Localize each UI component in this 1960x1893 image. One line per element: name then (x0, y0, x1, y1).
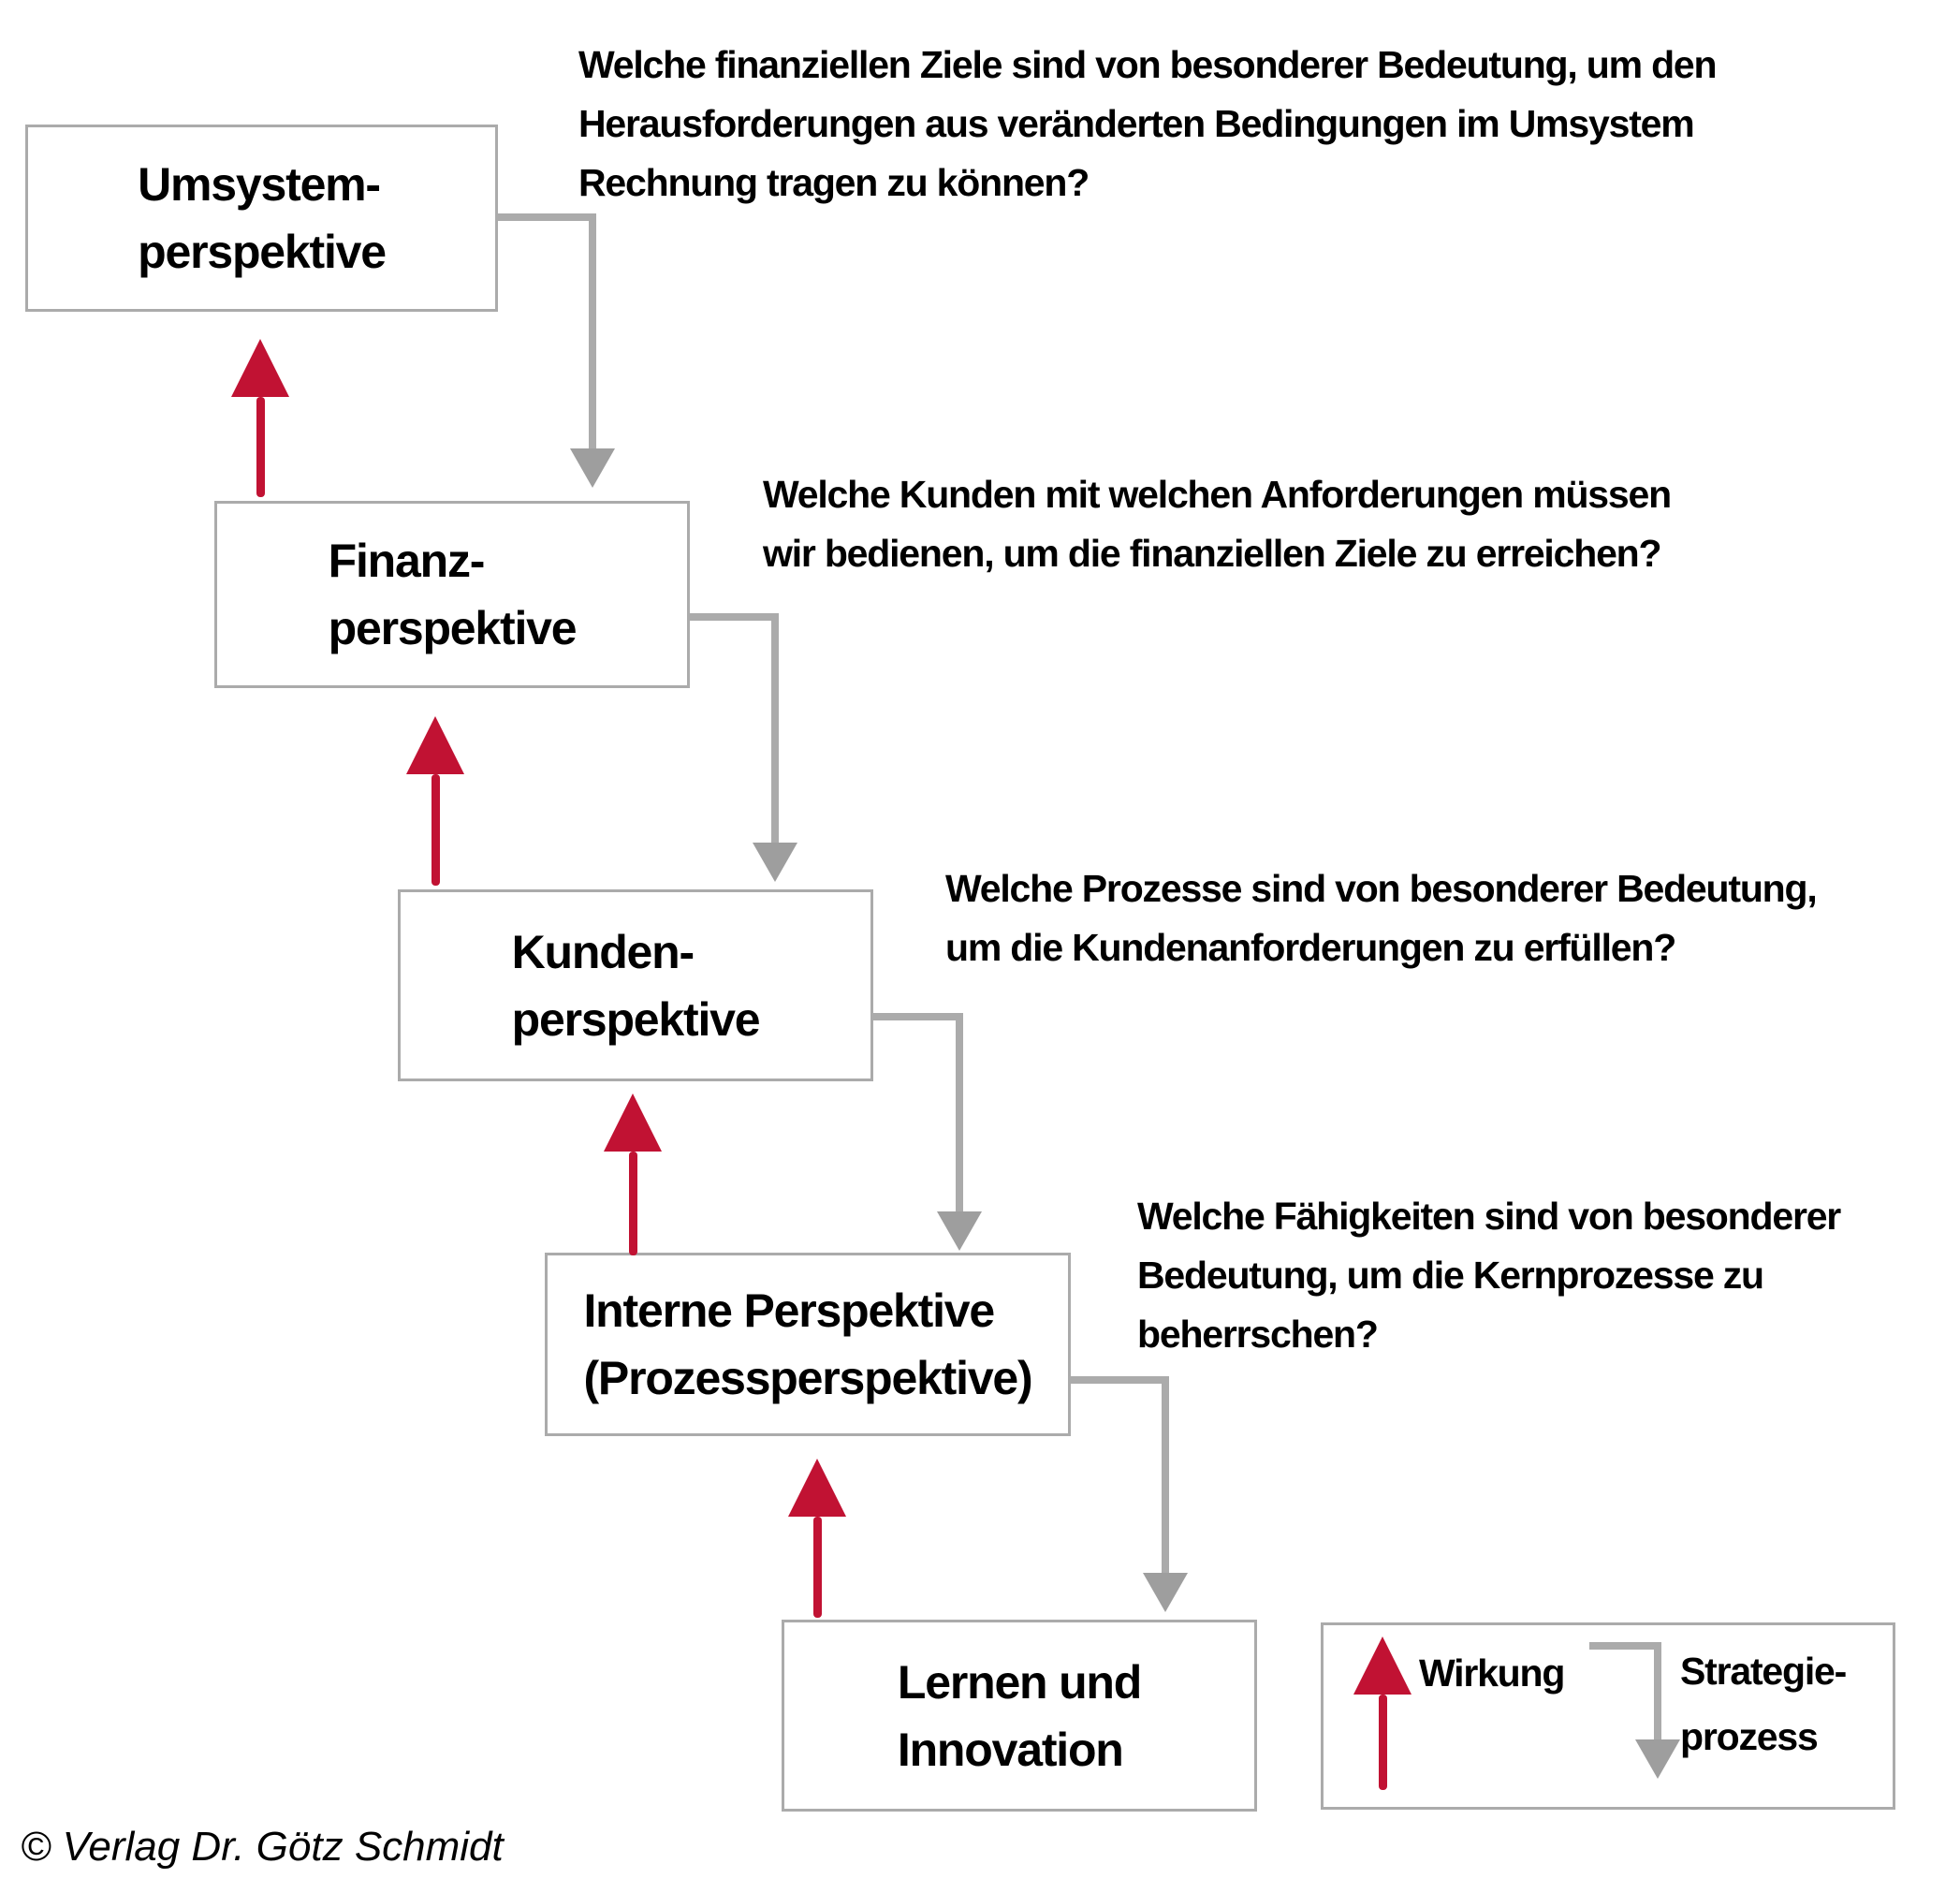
strategieprozess-connector-2-arrowhead-icon (753, 843, 797, 882)
wirkung-arrowtail-3 (629, 1152, 637, 1255)
copyright-notice: © Verlag Dr. Götz Schmidt (21, 1824, 504, 1870)
box-umsystem-label-line1: Umsystem- (138, 158, 380, 211)
question-2-line1: Welche Kunden mit welchen Anforderungen müssen (763, 473, 1671, 516)
wirkung-up-arrow-icon-4 (788, 1459, 846, 1618)
legend-strategieprozess-hline (1589, 1642, 1661, 1650)
wirkung-arrowtail-4 (813, 1517, 822, 1618)
strategieprozess-connector-3-hline (870, 1013, 963, 1020)
strategieprozess-connector-3-vline (956, 1013, 963, 1211)
box-lernen-label-line1: Lernen und (897, 1655, 1142, 1709)
legend-strategieprozess-label (1680, 1638, 1846, 1769)
wirkung-up-arrow-icon-2 (406, 716, 464, 886)
question-4-line3: beherrschen? (1137, 1313, 1378, 1356)
question-finanz-kunden (763, 465, 1671, 583)
question-1-line2: Herausforderungen aus veränderten Bedingungen im Umsystem (578, 102, 1694, 145)
question-4-line2: Bedeutung, um die Kernprozesse zu (1137, 1254, 1763, 1297)
legend-wirkung-arrowtail (1379, 1695, 1387, 1790)
wirkung-up-arrow-icon-3 (604, 1093, 662, 1255)
strategieprozess-connector-1-hline (498, 213, 596, 221)
strategieprozess-connector-4-hline (1069, 1376, 1169, 1384)
wirkung-arrowhead-2 (406, 716, 464, 774)
box-lernen-label (898, 1649, 1141, 1783)
box-interne-label-line1: Interne Perspektive (583, 1284, 995, 1337)
question-prozesse-faehigkeiten (1137, 1187, 1840, 1364)
box-umsystem-perspektive (25, 125, 498, 312)
strategieprozess-connector-1-arrowhead-icon (570, 448, 615, 488)
question-kunden-prozesse (945, 859, 1817, 977)
box-interne-label (583, 1277, 1031, 1412)
legend-strategieprozess-vline (1654, 1642, 1661, 1739)
wirkung-arrowhead-1 (231, 339, 289, 397)
strategieprozess-connector-2-hline (690, 613, 779, 621)
question-2-line2: wir bedienen, um die finanziellen Ziele zu erreichen? (763, 532, 1661, 575)
legend-strategieprozess-arrowhead-icon (1635, 1739, 1680, 1779)
wirkung-arrowhead-3 (604, 1093, 662, 1152)
question-1-line3: Rechnung tragen zu können? (578, 161, 1090, 204)
box-interne-perspektive (545, 1253, 1071, 1436)
box-lernen-label-line2: Innovation (897, 1723, 1123, 1776)
wirkung-arrowtail-2 (431, 774, 440, 886)
box-kunden-perspektive (398, 889, 873, 1081)
wirkung-arrowtail-1 (256, 397, 265, 497)
box-finanz-perspektive (214, 501, 690, 688)
legend-wirkung-arrowhead (1353, 1636, 1411, 1695)
question-umsystem-finanz (578, 36, 1716, 213)
question-1-line1: Welche finanziellen Ziele sind von besonderer Bedeutung, um den (578, 43, 1717, 86)
box-finanz-label-line2: perspektive (328, 602, 577, 654)
box-umsystem-label-line2: perspektive (138, 226, 386, 278)
strategieprozess-connector-4-vline (1162, 1376, 1169, 1573)
box-interne-label-line2: (Prozessperspektive) (583, 1352, 1032, 1404)
legend-strategieprozess-line1: Strategie- (1680, 1650, 1847, 1693)
box-kunden-label-line1: Kunden- (511, 925, 694, 978)
legend-strategieprozess-line2: prozess (1680, 1715, 1818, 1758)
legend-wirkung-label: Wirkung (1419, 1651, 1565, 1695)
question-4-line1: Welche Fähigkeiten sind von besonderer (1137, 1195, 1841, 1238)
box-kunden-label-line2: perspektive (511, 992, 760, 1046)
strategieprozess-connector-1-vline (589, 213, 596, 448)
strategieprozess-connector-3-arrowhead-icon (937, 1211, 982, 1251)
strategieprozess-connector-4-arrowhead-icon (1143, 1573, 1188, 1612)
box-umsystem-label (138, 151, 386, 286)
box-kunden-label (512, 918, 760, 1053)
question-3-line1: Welche Prozesse sind von besonderer Bedeutung, (945, 867, 1817, 910)
question-3-line2: um die Kundenanforderungen zu erfüllen? (945, 926, 1676, 969)
legend-wirkung-arrow-icon (1353, 1636, 1411, 1790)
box-finanz-label (329, 527, 577, 662)
box-finanz-label-line1: Finanz- (328, 535, 485, 587)
wirkung-up-arrow-icon-1 (231, 339, 289, 497)
box-lernen-innovation (782, 1620, 1257, 1812)
wirkung-arrowhead-4 (788, 1459, 846, 1517)
strategieprozess-connector-2-vline (771, 613, 779, 843)
